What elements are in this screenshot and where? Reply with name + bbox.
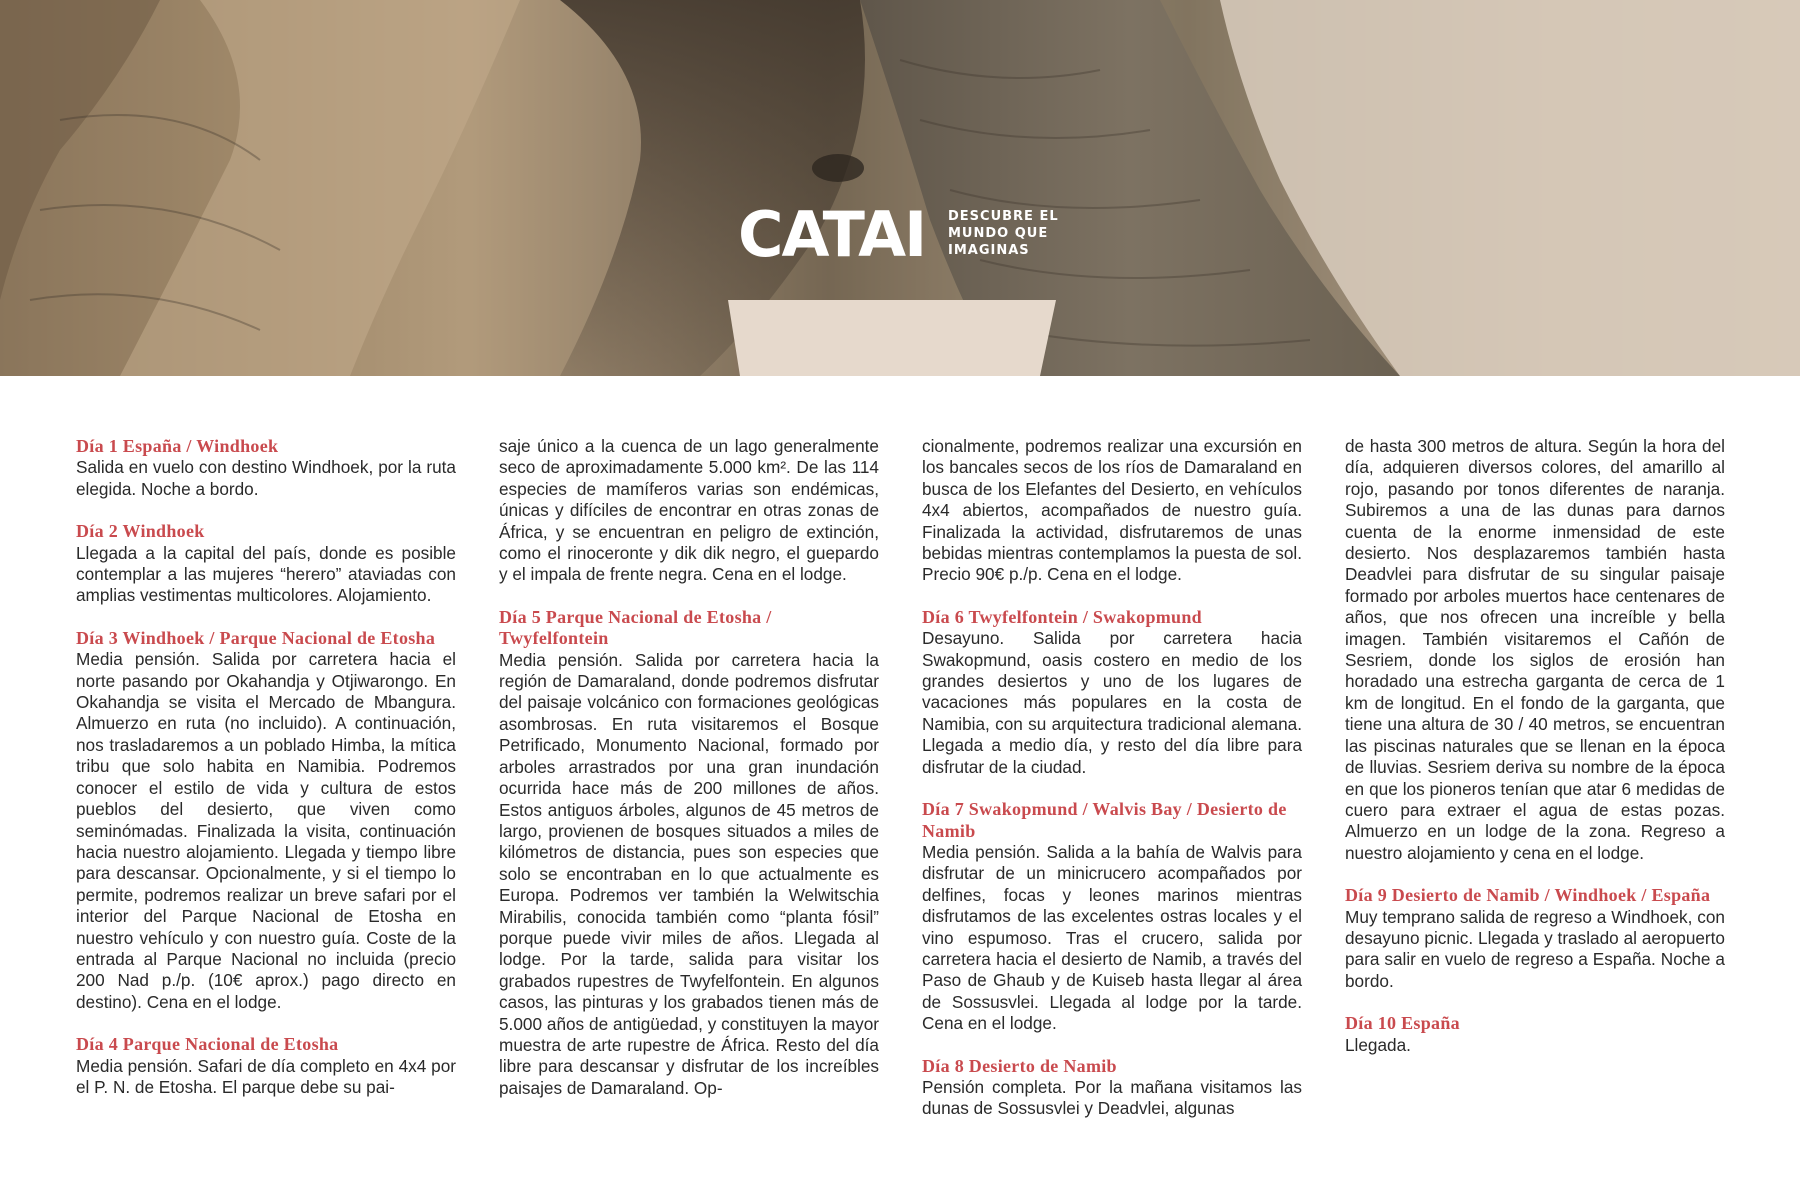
day-title: Día 7 Swakopmund / Walvis Bay / Desierto de Namib	[922, 799, 1287, 841]
itinerary-day	[76, 521, 456, 607]
itinerary-day-continued	[1345, 436, 1725, 864]
hero-photo	[0, 0, 1800, 376]
day-title: Día 1 España / Windhoek	[76, 436, 279, 456]
day-description: Llegada a la capital del país, donde es posible contemplar a las mujeres “herero” ataviadas con amplias vestimentas multicolores. Alojamiento.	[76, 542, 456, 606]
day-description: Desayuno. Salida por carretera hacia Swakopmund, oasis costero en medio de los grandes desiertos y uno de los lugares de vacaciones más populares en la costa de Namibia, con su arquitectura tradicional alemana. Llegada a medio día, y resto del día libre para disfrutar de la ciudad.	[922, 628, 1302, 777]
elephant-photo	[0, 0, 1800, 376]
brand-name: CATAI	[738, 198, 926, 271]
text-column-3	[922, 436, 1302, 1120]
text-column-2	[499, 436, 879, 1099]
itinerary-day	[1345, 885, 1725, 992]
brand-tagline	[948, 208, 1088, 259]
day-description: Llegada.	[1345, 1034, 1411, 1055]
day-description: de hasta 300 metros de altura. Según la hora del día, adquieren diversos colores, del amarillo al rojo, pasando por tonos diferentes de naranja. Subiremos a una de las dunas para darnos cuenta de la enorme inmensidad de este desierto. Nos desplazaremos también hasta Deadvlei para disfrutar de su singular paisaje formado por arboles muertos hace centenares de años, que nos ofrecen una increíble y bella imagen. También visitaremos el Cañón de Sesriem, donde los siglos de erosión han horadado una estrecha garganta de cerca de 1 km de longitud. En el fondo de la garganta, que tiene una altura de 30 / 40 metros, se encuentran las piscinas naturales que se llenan en la época de lluvias. Sesriem deriva su nombre de la época en que los pioneros tenían que atar 6 medidas de cuero para extraer el agua de estas pozas. Almuerzo en un lodge de la zona. Regreso a nuestro alojamiento y cena en el lodge.	[1345, 436, 1725, 863]
day-title: Día 8 Desierto de Namib	[922, 1055, 1117, 1076]
day-description: Pensión completa. Por la mañana visitamos las dunas de Sossusvlei y Deadvlei, algunas	[922, 1076, 1302, 1119]
tagline-line: IMAGINAS	[948, 243, 1030, 258]
itinerary-day	[1345, 1013, 1725, 1056]
day-description: Media pensión. Salida a la bahía de Walvis para disfrutar de un minicrucero acompañados por delfines, focas y leones marinos mientras disfrutamos de las excelentes ostras locales y el vino espumoso. Tras el crucero, salida por carretera hacia el desierto de Namib, a través del Paso de Ghaub y de Kuiseb hasta llegar al área de Sossusvlei. Llegada al lodge por la tarde. Cena en el lodge.	[922, 841, 1302, 1034]
itinerary-day	[76, 436, 456, 500]
itinerary-day	[76, 628, 456, 1013]
text-column-1	[76, 436, 456, 1098]
day-title: Día 10 España	[1345, 1013, 1460, 1034]
itinerary-day	[922, 1056, 1302, 1120]
text-column-4	[1345, 436, 1725, 1056]
itinerary-day-continued	[922, 436, 1302, 586]
day-title: Día 4 Parque Nacional de Etosha	[76, 1034, 339, 1055]
day-description: Muy temprano salida de regreso a Windhoek, con desayuno picnic. Llegada y traslado al aeropuerto para salir en vuelo de regreso a España. Noche a bordo.	[1345, 906, 1725, 991]
itinerary-day-continued	[499, 436, 879, 586]
itinerary-day	[76, 1034, 456, 1098]
day-title: Día 2 Windhoek	[76, 521, 205, 542]
day-description: Media pensión. Salida por carretera hacia el norte pasando por Okahandja y Otjiwarongo. En Okahandja se visita el Mercado de Mbangura. Almuerzo en ruta (no incluido). A continuación, nos trasladaremos a un poblado Himba, la mítica tribu que solo habita en Namibia. Podremos conocer el estilo de vida y cultura de estos pueblos del desierto, que viven como seminómadas. Finalizada la visita, continuación hacia nuestro alojamiento. Llegada y tiempo libre para descansar. Opcionalmente, y si el tiempo lo permite, podremos realizar un breve safari por el interior del Parque Nacional de Etosha en nuestro vehículo y con nuestro guía. Coste de la entrada al Parque Nacional no incluida (precio 200 Nad p./p. (10€ aprox.) pago directo en destino). Cena en el lodge.	[76, 649, 456, 1012]
day-description: Media pensión. Safari de día completo en 4x4 por el P. N. de Etosha. El parque debe su pai-	[76, 1055, 456, 1097]
tagline-line: DESCUBRE EL	[948, 209, 1059, 224]
day-description: Salida en vuelo con destino Windhoek, por la ruta elegida. Noche a bordo.	[76, 457, 456, 499]
day-title: Día 3 Windhoek / Parque Nacional de Etosha	[76, 627, 436, 648]
itinerary-day	[922, 799, 1302, 1034]
itinerary-day	[499, 607, 879, 1099]
itinerary-day	[922, 607, 1302, 778]
day-description: Media pensión. Salida por carretera hacia la región de Damaraland, donde podremos disfrutar del paisaje volcánico con formaciones geológicas asombrosas. En ruta visitaremos el Bosque Petrificado, Monumento Nacional, formado por arboles arrastrados por una gran inundación ocurrida hace más de 200 millones de años. Estos antiguos árboles, algunos de 45 metros de largo, provienen de bosques situados a miles de kilómetros de distancia, pues son especies que solo se encontraban en lo que actualmente es Europa. Podremos ver también la Welwitschia Mirabilis, conocida también como “planta fósil” porque puede vivir miles de años. Llegada al lodge. Por la tarde, salida para visitar los grabados rupestres de Twyfelfontein. En algunos casos, las pinturas y los grabados tienen más de 5.000 años de antigüedad, y constituyen la mayor muestra de arte rupestre de África. Resto del día libre para descansar y disfrutar de los increíbles paisajes de Damaraland. Op-	[499, 649, 879, 1098]
day-description: saje único a la cuenca de un lago generalmente seco de aproximadamente 5.000 km². De las 114 especies de mamíferos varias son endémicas, únicas y difíciles de encontrar en otras zonas de África, y se encuentran en peligro de extinción, como el rinoceronte y dik dik negro, el guepardo y el impala de frente negra. Cena en el lodge.	[499, 436, 879, 585]
day-title: Día 5 Parque Nacional de Etosha / Twyfelfontein	[499, 606, 772, 649]
day-title: Día 9 Desierto de Namib / Windhoek / España	[1345, 885, 1711, 906]
brand-logo	[738, 200, 1068, 270]
day-title: Día 6 Twyfelfontein / Swakopmund	[922, 606, 1202, 627]
tagline-line: MUNDO QUE	[948, 226, 1049, 241]
day-description: cionalmente, podremos realizar una excursión en los bancales secos de los ríos de Damaraland en busca de los Elefantes del Desierto, en vehículos 4x4 abiertos, acompañados de nuestro guía. Finalizada la actividad, disfrutaremos de unas bebidas mientras contemplamos la puesta de sol. Precio 90€ p./p. Cena en el lodge.	[922, 436, 1302, 585]
